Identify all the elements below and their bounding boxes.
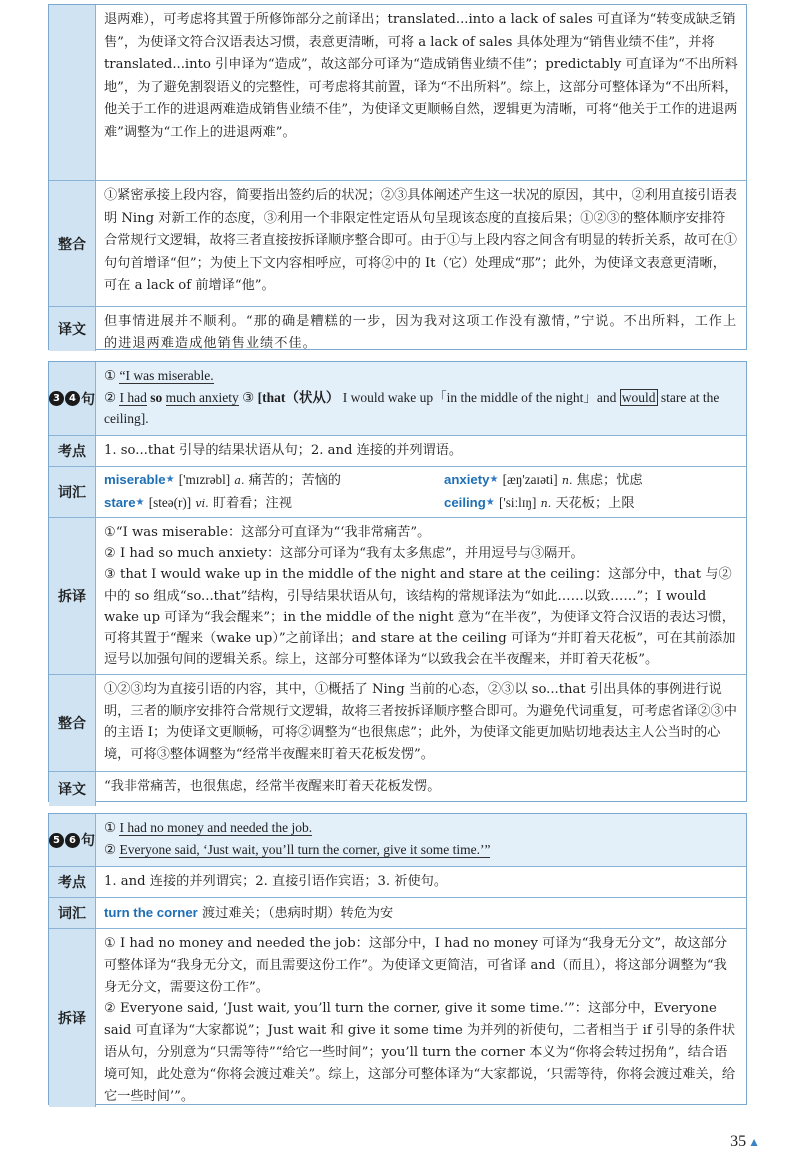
integrate-row-2 (49, 674, 746, 771)
sentence-row-3 (49, 814, 746, 866)
sentence-text (96, 362, 746, 435)
analysis-table-2 (48, 361, 747, 802)
translation-label: 译文 (49, 307, 96, 351)
analysis-table-3 (48, 813, 747, 1105)
sentence-num-a-3: 5 (49, 833, 64, 848)
kaodian-label-3: 考点 (49, 867, 96, 897)
kaodian-label: 考点 (49, 436, 96, 466)
translation-text-2: “我非常痛苦，也很焦虑，经常半夜醒来盯着天花板发愣。 (104, 779, 441, 794)
vocab-grid (96, 467, 746, 517)
clause-num-2: ② (104, 389, 117, 405)
kaodian-text-3: 1. and 连接的并列谓宾；2. 直接引语作宾语；3. 祈使句。 (104, 874, 448, 889)
vocab-item: ceiling★ ['siːlɪŋ] n. 天花板；上限 (444, 495, 635, 511)
chaiyi-label-3: 拆译 (49, 929, 96, 1107)
page-number: 35 ▲ (730, 1133, 760, 1150)
chaiyi-text: ①“I was miserable：这部分可直译为“‘我非常痛苦”。 ② I had so much anxiety：这部分可译为“我有太多焦虑”，并用逗号与③隔开。 ③ that I would wake up in the middle of the night and stare at the ceiling：这部分中，that 与②中的 so 组成“so...that”结构，引导结果状语从句，该结构的常规译法为“如此……以致……”；I would wake up 可译为“我会醒来”；in the middle of the night 意为“在半夜”，为使译文符合汉语的表达习惯，可将其置于“醒来（wake up）”之前译出；and stare at the ceiling 可译为“并盯着天花板”，可在其前添加逗号以加强句间的逻辑关系。综上，这部分可整体译为“以致我会在半夜醒来，并盯着天花板”。 (104, 525, 736, 668)
clause-3-that: [that（状从） (257, 389, 340, 405)
clause-num-3: ③ (242, 389, 255, 405)
integrate-label-2: 整合 (49, 675, 96, 771)
analysis-table-1 (48, 4, 747, 350)
cihui-row (49, 466, 746, 517)
continued-row-label (49, 5, 96, 180)
integrate-label: 整合 (49, 181, 96, 306)
chaiyi-row (49, 517, 746, 674)
vocab-item: anxiety★ [æŋ'zaɪəti] n. 焦虑；忧虑 (444, 472, 643, 488)
clause-3-text-g: stare at the ceiling]. (104, 389, 720, 426)
cihui-label-3: 词汇 (49, 898, 96, 928)
clause-3-text-e: I would wake up「in the middle of the night」and (342, 389, 617, 405)
integrate-text: ①紧密承接上段内容，简要指出签约后的状况；②③具体阐述产生这一状况的原因，其中，②利用直接引语表明 Ning 对新工作的态度，③利用一个非限定性定语从句呈现该态度的直接后果；①②③的整体顺序安排符合常规行文逻辑，故将三者直接按拆译顺序整合即可。由于①与上段内容之间含有明显的转折关系，故可在①句句首增译“但”；为使上下文内容相呼应，可将②中的 It（它）处理成“那”；此外，为使译文表意更清晰，可在 a lack of 前增译“他”。 (104, 188, 737, 293)
cihui-row-3 (49, 897, 746, 928)
sentence-text-3 (96, 814, 746, 866)
kaodian-text: 1. so...that 引导的结果状语从句；2. and 连接的并列谓语。 (104, 443, 463, 458)
cihui-label: 词汇 (49, 467, 96, 517)
kaodian-row (49, 435, 746, 466)
sentence-num-b: 4 (65, 391, 80, 406)
clause-num-2-3: ② (104, 841, 117, 857)
translation-row (49, 306, 746, 351)
clause-2-text-c: much anxiety (165, 389, 239, 405)
translation-text: 但事情进展并不顺利。“那的确是糟糕的一步，因为我对这项工作没有激情，”宁说。不出所料，工作上的进退两难造成他销售业绩不佳。 (104, 314, 738, 351)
continued-row (49, 5, 746, 180)
continued-text: 退两难），可考虑将其置于所修饰部分之前译出；translated...into a lack of sales 可直译为“转变成缺乏销售”，为使译文符合汉语表达习惯，表意更清晰，可将 a lack of sales 具体处理为“销售业绩不佳”，并将 translated...into 引申译为“造成”，故这部分可译为“造成销售业绩不佳”；predictably 可直译为“不出所料地”，为了避免割裂语义的完整性，可考虑将其前置，译为“不出所料”。综上，这部分可整体译为“不出所料，他关于工作的进退两难造成销售业绩不佳”，为使译文更顺畅自然，逻辑更为清晰，可将“他关于工作的进退两难”调整为“工作上的进退两难”。 (104, 12, 738, 140)
vocab-item: miserable★ ['mɪzrəbl] a. 痛苦的；苦恼的 (104, 472, 341, 488)
chaiyi-label: 拆译 (49, 518, 96, 674)
kaodian-row-3 (49, 866, 746, 897)
integrate-row (49, 180, 746, 306)
phrase-meaning: 渡过难关；（患病时期）转危为安 (202, 906, 394, 921)
clause-num-1-3: ① (104, 820, 117, 835)
clause-2-so: so (150, 389, 163, 405)
chaiyi-row-3 (49, 928, 746, 1107)
clause-2-text-3: Everyone said, ‘Just wait, you’ll turn the corner, give it some time.’” (119, 841, 491, 857)
clause-1-text: “I was miserable. (119, 368, 214, 383)
sentence-row (49, 362, 746, 435)
phrase-cell (96, 898, 746, 928)
sentence-char: 句 (81, 391, 95, 408)
vocab-item: stare★ [steə(r)] vi. 盯着看；注视 (104, 495, 292, 511)
chaiyi-text-3: ① I had no money and needed the job：这部分中，I had no money 可译为“我身无分文”，故这部分可整体译为“我身无分文，而且需要这份工作”。为使译文更简洁，可省译 and（而且），将这部分调整为“我身无分文，需要这份工作”。 ② Everyone said, ‘Just wait, you’ll turn the corner, give it some time.’”：这部分中，Everyone said 可直译为“大家都说”；Just wait 和 give it some time 为并列的祈使句，二者相当于 if 引导的条件状语从句，分别意为“只需等待”“给它一些时间”；you’ll turn the corner 本义为“你将会转过拐角”，结合语境可知，此处意为“你将会渡过难关”。综上，这部分可整体译为“大家都说，‘只需等待，你将会渡过难关，给它一些时间’”。 (104, 936, 736, 1104)
translation-row-2 (49, 771, 746, 806)
clause-num-1: ① (104, 368, 117, 383)
clause-3-would: would (621, 389, 656, 405)
sentence-label-3 (49, 814, 96, 866)
phrase-word: turn the corner (104, 905, 198, 920)
clause-1-text-3: I had no money and needed the job. (119, 820, 313, 835)
graduation-cap-icon: ▲ (748, 1135, 760, 1149)
clause-2-text-a: I had (119, 389, 147, 405)
sentence-num-b-3: 6 (65, 833, 80, 848)
translation-label-2: 译文 (49, 772, 96, 806)
sentence-char-3: 句 (81, 833, 95, 849)
sentence-num-a: 3 (49, 391, 64, 406)
sentence-label (49, 362, 96, 435)
integrate-text-2: ①②③均为直接引语的内容，其中，①概括了 Ning 当前的心态，②③以 so...that 引出具体的事例进行说明，三者的顺序安排符合常规行文逻辑，故将三者按拆译顺序整合即可。为避免代词重复，可考虑省译②③中的主语 I；为使译文更顺畅，可将②调整为“也很焦虑”；此外，为使译文能更加贴切地表达主人公当时的心境，可将③整体调整为“经常半夜醒来盯着天花板发愣”。 (104, 682, 737, 762)
